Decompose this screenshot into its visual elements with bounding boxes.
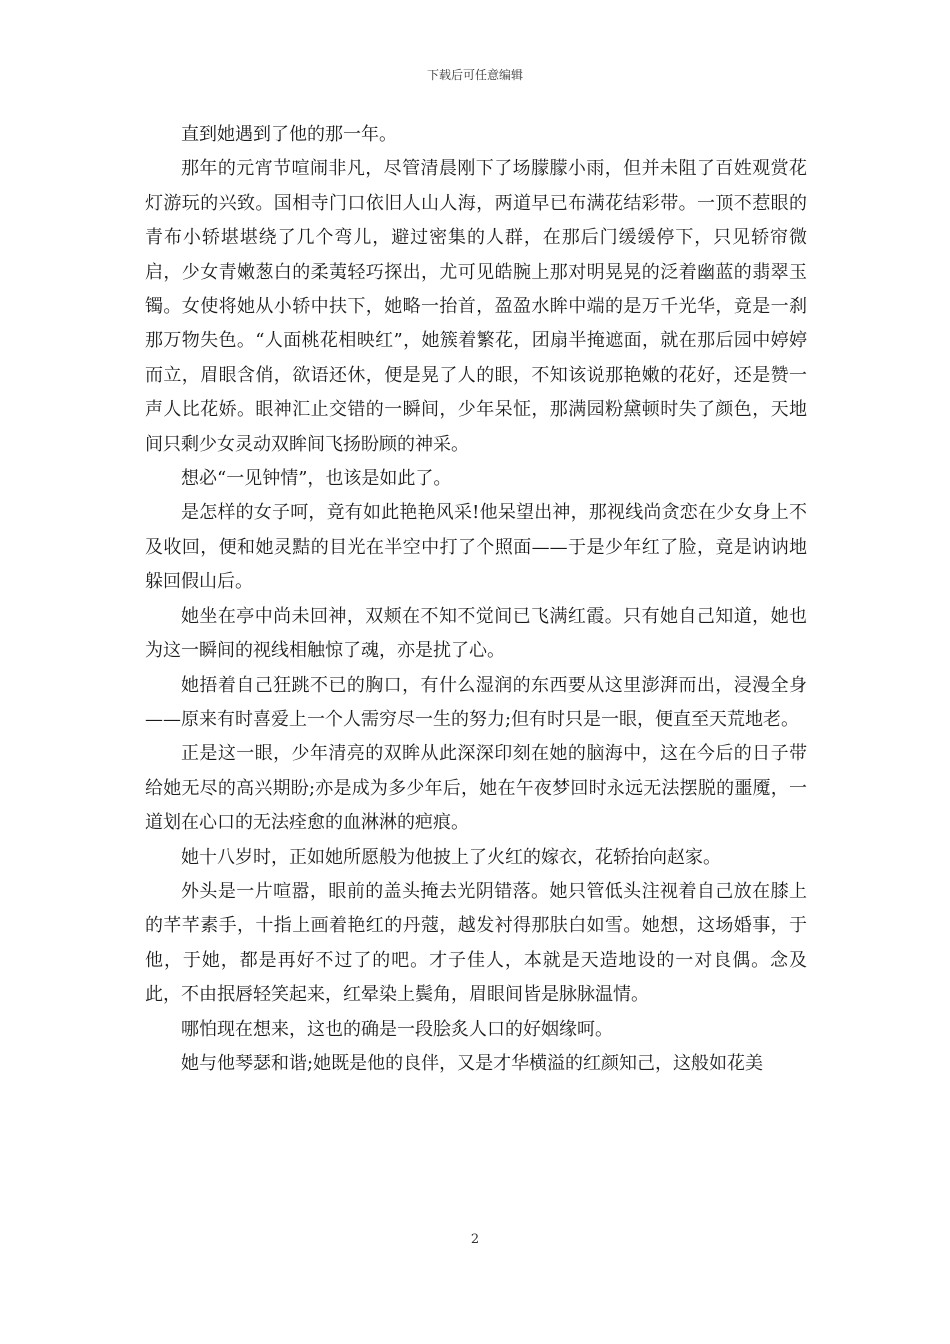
- paragraph: 那年的元宵节喧闹非凡，尽管清晨刚下了场朦朦小雨，但并未阻了百姓观赏花灯游玩的兴致。国相寺门口依旧人山人海，两道早已布满花结彩带。一顶不惹眼的青布小轿堪堪绕了几个弯儿，避过密集的人群，在那后门缓缓停下，只见轿帘微启，少女青嫩葱白的柔荑轻巧探出，尤可见皓腕上那对明晃晃的泛着幽蓝的翡翠玉镯。女使将她从小轿中扶下，她略一抬首，盈盈水眸中端的是万千光华，竟是一刹那万物失色。“人面桃花相映红”，她簇着繁花，团扇半掩遮面，就在那后园中婷婷而立，眉眼含俏，欲语还休，便是晃了人的眼，不知该说那艳嫩的花好，还是赞一声人比花娇。眼神汇止交错的一瞬间，少年呆怔，那满园粉黛顿时失了颜色，天地间只剩少女灵动双眸间飞扬盼顾的神采。: [145, 158, 807, 455]
- paragraph: 外头是一片喧嚣，眼前的盖头掩去光阴错落。她只管低头注视着自己放在膝上的芊芊素手，十指上画着艳红的丹蔻，越发衬得那肤白如雪。她想，这场婚事，于他，于她，都是再好不过了的吧。才子佳人，本就是天造地设的一对良偶。念及此，不由抿唇轻笑起来，红晕染上鬓角，眉眼间皆是脉脉温情。: [145, 880, 807, 1006]
- paragraph: 是怎样的女子呵，竟有如此艳艳风采!他呆望出神，那视线尚贪恋在少女身上不及收回，便和她灵黠的目光在半空中打了个照面——于是少年红了脸，竟是讷讷地躲回假山后。: [145, 502, 807, 593]
- page-header: 下载后可任意编辑: [426, 68, 523, 82]
- body-text: [145, 118, 807, 1081]
- paragraph: 正是这一眼，少年清亮的双眸从此深深印刻在她的脑海中，这在今后的日子带给她无尽的高兴期盼;亦是成为多少年后，她在午夜梦回时永远无法摆脱的噩魇，一道划在心口的无法痊愈的血淋淋的疤痕。: [145, 743, 807, 834]
- page-number: 2: [470, 1232, 480, 1247]
- paragraph: 她十八岁时，正如她所愿般为他披上了火红的嫁衣，花轿抬向赵家。: [181, 846, 721, 868]
- paragraph: 她与他琴瑟和谐;她既是他的良伴，又是才华横溢的红颜知己，这般如花美: [181, 1052, 764, 1074]
- paragraph: 哪怕现在想来，这也的确是一段脍炙人口的好姻缘呵。: [181, 1018, 613, 1040]
- paragraph: 她捂着自己狂跳不已的胸口，有什么湿润的东西要从这里澎湃而出，浸漫全身——原来有时喜爱上一个人需穷尽一生的努力;但有时只是一眼，便直至天荒地老。: [145, 674, 807, 730]
- paragraph: 想必“一见钟情”，也该是如此了。: [181, 468, 452, 490]
- paragraph: 她坐在亭中尚未回神，双颊在不知不觉间已飞满红霞。只有她自己知道，她也为这一瞬间的视线相触惊了魂，亦是扰了心。: [145, 605, 807, 662]
- paragraph: 直到她遇到了他的那一年。: [181, 124, 397, 145]
